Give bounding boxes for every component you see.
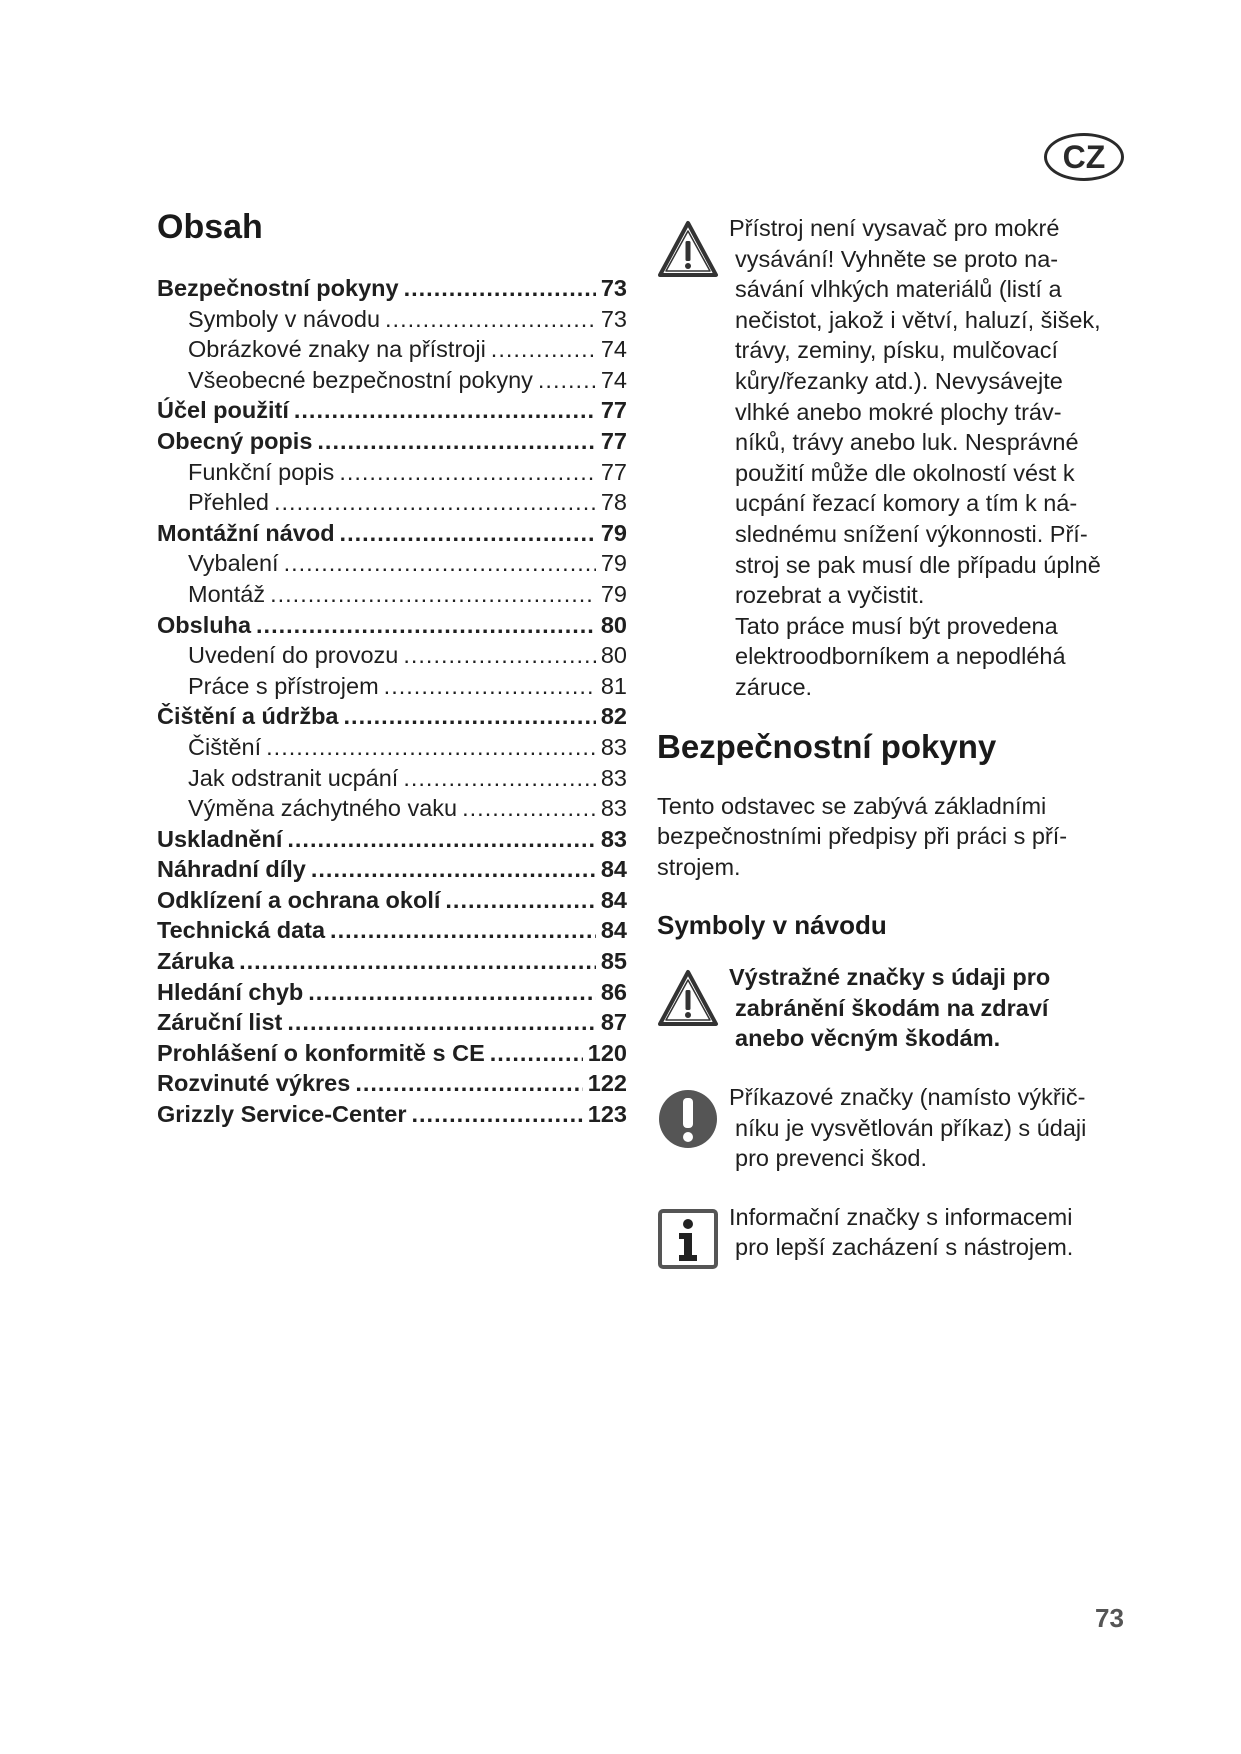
warning-line: slednému snížení výkonnosti. Pří- <box>735 520 1088 547</box>
toc-entry-label: Bezpečnostní pokyny <box>157 275 399 301</box>
toc-entry <box>157 642 627 673</box>
warning-triangle-icon <box>657 968 719 1030</box>
toc-entry <box>157 428 627 459</box>
symbol-command <box>657 1082 1137 1174</box>
toc-leader-dots <box>411 1101 582 1128</box>
symbol-line: Informační značky s informacemi <box>729 1203 1073 1230</box>
right-column <box>657 213 1137 1270</box>
warning-line: sávání vlhkých materiálů (listí a <box>735 276 1062 303</box>
toc-entry <box>157 979 627 1010</box>
toc-entry-label: Obecný popis <box>157 427 313 454</box>
toc-leader-dots <box>340 520 596 547</box>
toc-leader-dots <box>462 795 596 822</box>
toc-entry-label: Obrázkové znaky na přístroji <box>188 336 486 363</box>
toc-leader-dots <box>287 826 595 853</box>
toc-entry-page: 83 <box>600 733 627 760</box>
toc-entry-label: Hledání chyb <box>157 978 304 1005</box>
info-box-icon <box>657 1208 719 1270</box>
toc-entry-label: Výměna záchytného vaku <box>188 795 458 822</box>
toc-entry-page: 83 <box>600 825 627 852</box>
toc-entry-label: Odklízení a ochrana okolí <box>157 886 441 913</box>
toc-entry-label: Jak odstranit ucpání <box>188 764 399 791</box>
toc-leader-dots <box>308 979 596 1006</box>
toc-entry-page: 86 <box>600 978 627 1005</box>
toc-entry-page: 77 <box>600 458 627 485</box>
toc-entry-page: 84 <box>600 886 627 913</box>
toc-leader-dots <box>403 642 596 669</box>
toc-entry <box>157 612 627 643</box>
symbol-line: anebo věcným škodám. <box>735 1025 1001 1052</box>
toc-entry-page: 123 <box>587 1101 627 1128</box>
toc-entry-page: 122 <box>587 1070 627 1097</box>
intro-line: Tento odstavec se zabývá základními <box>657 792 1047 819</box>
symbol-line: pro prevenci škod. <box>735 1145 928 1172</box>
toc-entry-label: Uskladnění <box>157 825 283 852</box>
toc-leader-dots <box>339 459 596 486</box>
symbol-info <box>657 1202 1137 1270</box>
toc-entry-page: 87 <box>600 1009 627 1036</box>
toc-entry-label: Grizzly Service-Center <box>157 1101 407 1128</box>
toc-entry <box>157 520 627 551</box>
toc-entry-page: 120 <box>587 1039 627 1066</box>
toc-leader-dots <box>344 703 596 730</box>
toc-leader-dots <box>538 367 596 394</box>
toc-entry-label: Všeobecné bezpečnostní pokyny <box>188 366 533 393</box>
symbol-warning <box>657 962 1137 1054</box>
toc-entry <box>157 734 627 765</box>
toc-entry <box>157 397 627 428</box>
toc-entry-label: Čištění a údržba <box>157 703 339 730</box>
toc-entry <box>157 856 627 887</box>
toc-entry-page: 79 <box>600 519 627 546</box>
toc-entry-label: Symboly v návodu <box>188 305 381 332</box>
toc-entry-label: Technická data <box>157 917 326 944</box>
toc-leader-dots <box>490 1040 583 1067</box>
toc-entry-label: Záruka <box>157 948 235 975</box>
symbol-command-text <box>729 1082 1086 1174</box>
toc-entry-label: Uvedení do provozu <box>188 642 399 669</box>
warning-line: použití může dle okolností vést k <box>735 459 1075 486</box>
toc-leader-dots <box>274 489 596 516</box>
toc-entry <box>157 459 627 490</box>
toc-entry <box>157 1040 627 1071</box>
toc-entry-page: 79 <box>600 580 627 607</box>
warning-line: rozebrat a vyčistit. <box>735 582 925 609</box>
toc-entry-label: Práce s přístrojem <box>188 672 379 699</box>
toc-entry <box>157 1009 627 1040</box>
toc-leader-dots <box>294 397 596 424</box>
toc-entry-page: 74 <box>600 336 627 363</box>
symbol-line: Výstražné značky s údaji pro <box>729 964 1051 991</box>
warning-line: vlhké anebo mokré plochy tráv- <box>735 398 1062 425</box>
toc-entry-label: Prohlášení o konformitě s CE <box>157 1039 485 1066</box>
intro-line: strojem. <box>657 853 741 880</box>
toc-leader-dots <box>311 856 596 883</box>
toc-entry <box>157 489 627 520</box>
toc-entry <box>157 367 627 398</box>
toc-entry <box>157 887 627 918</box>
toc-entry-page: 77 <box>600 427 627 454</box>
toc-entry-label: Funkční popis <box>188 458 335 485</box>
toc-entry-page: 74 <box>600 366 627 393</box>
toc-entry-label: Účel použití <box>157 397 289 424</box>
toc-entry <box>157 917 627 948</box>
toc-entry <box>157 826 627 857</box>
toc-leader-dots <box>317 428 595 455</box>
toc-entry-label: Obsluha <box>157 611 252 638</box>
toc-leader-dots <box>266 734 596 761</box>
toc-entry-page: 79 <box>600 550 627 577</box>
toc-title: Obsah <box>157 208 263 246</box>
symbol-warning-text <box>729 962 1050 1054</box>
warning-line: kůry/řezanky atd.). Nevysávejte <box>735 367 1063 394</box>
exclamation-circle-icon <box>657 1088 719 1150</box>
toc-entry <box>157 550 627 581</box>
toc-entry-page: 83 <box>600 795 627 822</box>
toc-entry-page: 82 <box>600 703 627 730</box>
toc-leader-dots <box>270 581 596 608</box>
table-of-contents <box>157 205 627 1132</box>
toc-list <box>157 275 627 1132</box>
symbol-line: pro lepší zacházení s nástrojem. <box>735 1234 1074 1261</box>
toc-leader-dots <box>403 765 596 792</box>
safety-intro <box>657 791 1137 883</box>
toc-entry <box>157 795 627 826</box>
toc-leader-dots <box>445 887 595 914</box>
warning-line: stroj se pak musí dle případu úplně <box>735 551 1101 578</box>
toc-entry <box>157 306 627 337</box>
toc-leader-dots <box>287 1009 595 1036</box>
toc-leader-dots <box>239 948 596 975</box>
symbol-line: níku je vysvětlován příkaz) s údaji <box>735 1114 1087 1141</box>
toc-entry-page: 85 <box>600 948 627 975</box>
toc-entry-page: 84 <box>600 917 627 944</box>
warning-line: trávy, zeminy, písku, mulčovací <box>735 337 1058 364</box>
toc-leader-dots <box>330 917 596 944</box>
toc-entry-page: 83 <box>600 764 627 791</box>
toc-entry-label: Záruční list <box>157 1009 283 1036</box>
toc-entry <box>157 673 627 704</box>
toc-entry <box>157 948 627 979</box>
toc-leader-dots <box>355 1070 582 1097</box>
toc-entry <box>157 1070 627 1101</box>
toc-entry-page: 81 <box>600 672 627 699</box>
warning-triangle-icon <box>657 219 719 281</box>
toc-entry-page: 73 <box>600 305 627 332</box>
toc-entry-page: 80 <box>600 642 627 669</box>
toc-entry <box>157 1101 627 1132</box>
warning-line: Přístroj není vysavač pro mokré <box>729 215 1060 241</box>
symbols-heading: Symboly v návodu <box>657 910 887 941</box>
toc-leader-dots <box>256 612 596 639</box>
toc-entry <box>157 703 627 734</box>
toc-leader-dots <box>491 336 596 363</box>
toc-entry-label: Rozvinuté výkres <box>157 1070 351 1097</box>
intro-line: bezpečnostními předpisy při práci s pří- <box>657 823 1068 850</box>
symbol-line: Příkazové značky (namísto výkřič- <box>729 1084 1086 1111</box>
toc-entry-page: 80 <box>600 611 627 638</box>
warning-line: ucpání řezací komory a tím k ná- <box>735 490 1078 517</box>
symbol-line: zabránění škodám na zdraví <box>735 994 1049 1021</box>
toc-entry-label: Přehled <box>188 489 269 516</box>
warning-text <box>729 213 1101 703</box>
language-badge: CZ <box>1044 133 1124 181</box>
toc-leader-dots <box>385 306 596 333</box>
toc-entry-label: Montážní návod <box>157 519 335 546</box>
page-number: 73 <box>1095 1603 1124 1633</box>
toc-leader-dots <box>284 550 596 577</box>
toc-entry-page: 84 <box>600 856 627 883</box>
warning-line: nečistot, jakož i větví, haluzí, šišek, <box>735 306 1101 333</box>
toc-leader-dots <box>404 275 596 302</box>
symbol-info-text <box>729 1202 1073 1270</box>
toc-entry <box>157 765 627 796</box>
wet-suction-warning <box>657 213 1137 703</box>
toc-entry-label: Čištění <box>188 733 262 760</box>
toc-entry <box>157 275 627 306</box>
toc-leader-dots <box>384 673 596 700</box>
warning-line: záruce. <box>735 673 813 700</box>
warning-line: elektroodborníkem a nepodléhá <box>735 643 1066 670</box>
toc-entry-page: 73 <box>600 275 627 301</box>
warning-line: vysávání! Vyhněte se proto na- <box>735 245 1059 272</box>
toc-entry-page: 78 <box>600 489 627 516</box>
warning-line: níků, trávy anebo luk. Nesprávné <box>735 429 1079 456</box>
warning-line: Tato práce musí být provedena <box>735 612 1058 639</box>
safety-heading: Bezpečnostní pokyny <box>657 727 997 765</box>
toc-entry <box>157 336 627 367</box>
toc-entry-label: Vybalení <box>188 550 279 577</box>
toc-entry-label: Náhradní díly <box>157 856 306 883</box>
toc-entry <box>157 581 627 612</box>
toc-entry-label: Montáž <box>188 580 266 607</box>
toc-entry-page: 77 <box>600 397 627 424</box>
